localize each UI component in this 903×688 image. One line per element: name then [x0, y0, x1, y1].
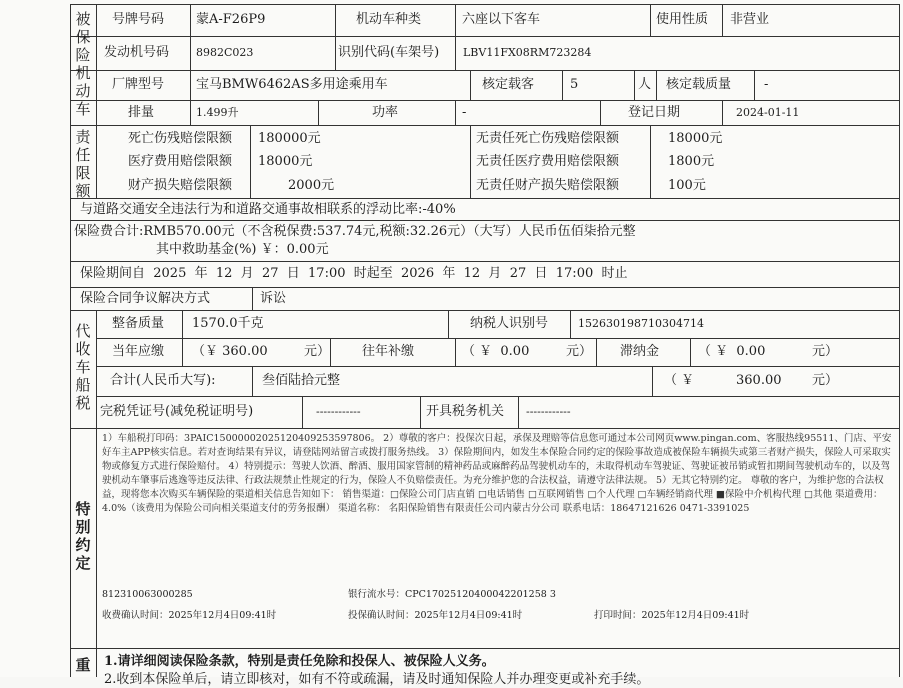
late-fee-open: （ ￥ 0.00: [698, 344, 766, 359]
plate-value: 蒙A-F26P9: [196, 12, 266, 27]
displacement-label: 排量: [128, 105, 155, 120]
vehicle-side-label: 被保险机动车: [75, 10, 91, 118]
dispute-label: 保险合同争议解决方式: [80, 291, 211, 306]
power-label: 功率: [372, 105, 399, 120]
past-tax-label: 往年补缴: [362, 344, 415, 359]
special-code: 812310063000285: [102, 589, 193, 600]
load-value: -: [764, 77, 769, 92]
power-value: -: [462, 105, 467, 120]
curb-weight-label: 整备质量: [112, 316, 165, 331]
past-tax-close: 元）: [566, 344, 593, 359]
current-tax-close: 元）: [304, 344, 331, 359]
liability-row-nf-label: 无责任医疗费用赔偿限额: [476, 154, 620, 169]
vin-value: LBV11FX08RM723284: [463, 46, 592, 59]
taxpayer-id-label: 纳税人识别号: [470, 316, 549, 331]
premium-total: 保险费合计:RMB570.00元（不含税保费:537.74元,税额:32.26元）（大写）人民币伍佰柒拾元整: [74, 224, 636, 239]
tax-total-open: （ ￥: [664, 373, 695, 388]
seats-unit: 人: [638, 77, 652, 92]
insure-time: 投保确认时间：2025年12月4日09:41时: [348, 610, 523, 621]
tax-total-words: 叁佰陆拾元整: [262, 373, 341, 388]
liability-row-label: 死亡伤残赔偿限额: [128, 131, 233, 146]
liability-row-nf-label: 无责任死亡伤残赔偿限额: [476, 131, 620, 146]
bank-serial: 银行流水号：CPC17025120400042201258 3: [348, 589, 556, 600]
tax-cert-value: ------------: [316, 405, 361, 418]
dispute-value: 诉讼: [260, 291, 287, 306]
liability-row-nf-label: 无责任财产损失赔偿限额: [476, 178, 620, 193]
liability-row-nf-value: 1800元: [668, 154, 715, 169]
use-label: 使用性质: [656, 12, 709, 27]
current-tax-label: 当年应缴: [112, 344, 165, 359]
curb-weight-value: 1570.0千克: [192, 316, 264, 331]
use-value: 非营业: [730, 12, 770, 27]
tax-total-close: 元）: [812, 373, 839, 388]
vin-label: 识别代码(车架号): [338, 45, 440, 60]
tax-office-label: 开具税务机关: [426, 404, 505, 419]
tax-side-label: 代收车船税: [75, 322, 91, 412]
liability-row-label: 医疗费用赔偿限额: [128, 154, 233, 169]
plate-label: 号牌号码: [112, 12, 165, 27]
notice-item-1: 1.请详细阅读保险条款，特别是责任免除和投保人、被保险人义务。: [104, 654, 495, 669]
reg-date-label: 登记日期: [628, 105, 681, 120]
special-terms-text: 1）车船税打印码：3PAIC15000002025120409253597806。 2）尊敬的客户：投保次日起，承保及理赔等信息您可通过本公司网页www.pingan.com、客服热线95511、门店、平安好车主APP核实信息。若对查询结果有异议，请登陆网站留言或拨打服务热线。 3）保险期间内，如发生本保险合同约定的保险事故造成被保险车辆损失或第三者财产损失，保险人可采取实物或修复方式进行保险赔付。 4）特别提示：驾驶人饮酒、醉酒、服用国家管制的精神药品或麻醉药品驾驶机动车的，未取得机动车驾驶证、驾驶证被吊销或暂扣期间驾驶机动车的，以及驾驶机动车肇事后逃逸等违反法律、行政法规禁止性规定的行为，保险人不负赔偿责任。为充分维护您的合法权益，请遵守法律法规。 5）无其它特别约定。 尊敬的客户，为维护您的合法权益，现将您本次购买车辆保险的渠道相关信息告知如下： 销售渠道：□保险公司门店直销 □电话销售 □互联网销售 □个人代理 □车辆经销商代理 ■保险中介机构代理 □其他 渠道费用：4.0%（该费用为保险公司向相关渠道支付的劳务报酬） 渠道名称： 名阳保险销售有限责任公司内蒙古分公司 联系电话：18647121626 0471-3391025: [102, 433, 892, 514]
reg-date-value: 2024-01-11: [736, 106, 800, 119]
float-rate: 与道路交通安全违法行为和道路交通事故相联系的浮动比率:-40%: [80, 202, 456, 217]
model-label: 厂牌型号: [112, 77, 165, 92]
liability-side-label: 责任限额: [75, 128, 91, 200]
special-side-label: 特别约定: [75, 500, 91, 572]
tax-cert-label: 完税凭证号(减免税证明号): [100, 404, 254, 419]
seats-value: 5: [570, 77, 579, 92]
insurance-period: 保险期间自 2025 年 12 月 27 日 17:00 时起至 2026 年 12 月 27 日 17:00 时止: [80, 266, 628, 281]
taxpayer-id-value: 152630198710304714: [578, 317, 704, 330]
vehicle-type-value: 六座以下客车: [462, 12, 541, 27]
liability-row-value: 18000元: [258, 154, 313, 169]
tax-total-label: 合计(人民币大写):: [110, 373, 216, 388]
print-time: 打印时间：2025年12月4日09:41时: [594, 610, 750, 621]
engine-label: 发动机号码: [104, 45, 170, 60]
late-fee-label: 滞纳金: [620, 344, 660, 359]
liability-row-label: 财产损失赔偿限额: [128, 178, 233, 193]
current-tax-open: （￥ 360.00: [192, 344, 268, 359]
notice-side-label: 重: [75, 656, 91, 674]
receipt-time: 收费确认时间：2025年12月4日09:41时: [102, 610, 277, 621]
late-fee-close: 元）: [812, 344, 839, 359]
tax-total-amount: 360.00: [736, 373, 782, 388]
liability-row-value: 180000元: [258, 131, 321, 146]
liability-row-value: 2000元: [288, 178, 335, 193]
notice-item-2: 2.收到本保险单后，请立即核对，如有不符或疏漏，请及时通知保险人并办理变更或补充手续。: [104, 672, 650, 687]
rescue-fund: 其中救助基金(%) ￥：0.00元: [156, 242, 329, 257]
displacement-value: 1.499升: [196, 106, 239, 119]
engine-value: 8982C023: [196, 46, 254, 59]
model-value: 宝马BMW6462AS多用途乘用车: [196, 77, 388, 92]
tax-office-value: ------------: [526, 405, 571, 418]
load-label: 核定载质量: [666, 77, 732, 92]
vehicle-type-label: 机动车种类: [356, 12, 422, 27]
liability-row-nf-value: 100元: [668, 178, 706, 193]
seats-label: 核定载客: [482, 77, 535, 92]
past-tax-open: （ ￥ 0.00: [462, 344, 530, 359]
liability-row-nf-value: 18000元: [668, 131, 723, 146]
